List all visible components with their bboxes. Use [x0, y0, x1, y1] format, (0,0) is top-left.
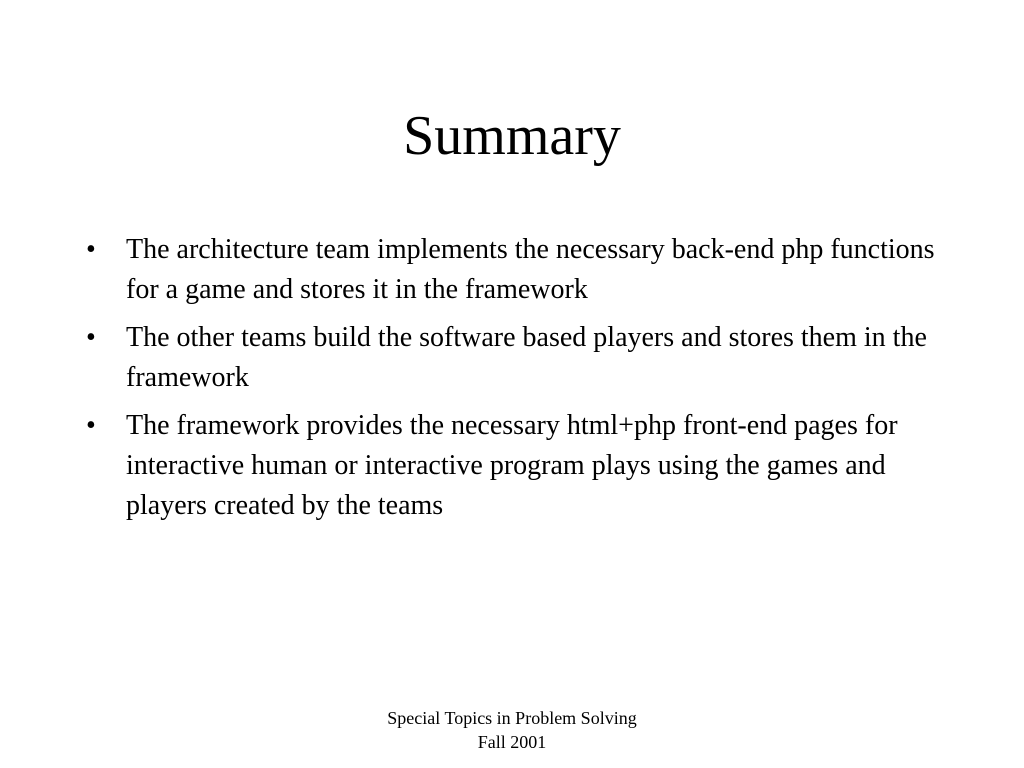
footer-course-title: Special Topics in Problem Solving	[387, 708, 637, 728]
bullet-text: The other teams build the software based players and stores them in the framework	[126, 322, 927, 393]
slide-title: Summary	[403, 105, 621, 167]
slide-footer	[0, 706, 1024, 754]
bullet-item-1	[86, 230, 966, 310]
bullet-item-2	[86, 318, 966, 398]
bullet-list	[86, 230, 966, 534]
bullet-text: The architecture team implements the necessary back-end php functions for a game and stores it in the framework	[126, 234, 935, 305]
bullet-item-3	[86, 406, 966, 526]
bullet-text: The framework provides the necessary html+php front-end pages for interactive human or interactive program plays using the games and players created by the teams	[126, 410, 898, 521]
bullet-icon: •	[86, 322, 96, 353]
bullet-icon: •	[86, 410, 96, 441]
bullet-icon: •	[86, 234, 96, 265]
footer-term: Fall 2001	[477, 732, 547, 752]
